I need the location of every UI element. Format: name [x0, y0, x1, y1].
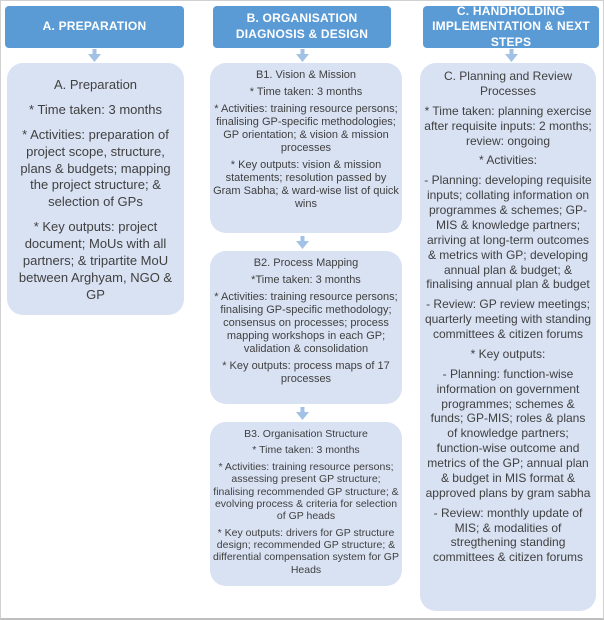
- box-paragraph: - Review: GP review meetings; quarterly meeting with standing committees & citizen forums: [424, 297, 592, 341]
- down-arrow-icon: [88, 49, 101, 62]
- box-paragraph: * Key outputs: vision & mission statements; resolution passed by Gram Sabha; & ward-wise list of quick wins: [213, 158, 399, 210]
- box-paragraph: *Time taken: 3 months: [251, 273, 361, 286]
- box-paragraph: * Time taken: 3 months: [252, 444, 360, 457]
- box-c-planning-review: [420, 63, 596, 611]
- box-paragraph: * Activities: training resource persons; finalising GP-specific methodologies; GP orientation; & vision & mission processes: [214, 102, 398, 154]
- box-paragraph: * Time taken: 3 months: [249, 85, 363, 98]
- box-paragraph: * Activities: preparation of project scope, structure, plans & budgets; mapping the project structure; & selection of GPs: [20, 126, 171, 210]
- box-title: C. Planning and Review Processes: [443, 69, 573, 98]
- box-paragraph: * Key outputs:: [470, 346, 546, 361]
- down-arrow-icon: [296, 407, 309, 420]
- box-b1-vision-mission: [210, 63, 402, 233]
- box-title: B2. Process Mapping: [253, 257, 359, 269]
- box-paragraph: * Activities: training resource persons; assessing present GP structure; finalising recommended GP structure; & evolving process & criteria for selection of GP heads: [213, 460, 399, 523]
- box-paragraph: - Planning: developing requisite inputs; collating information on programmes & schemes; GP-MIS & knowledge partners; arriving at long-term outcomes & metrics with GP; developing annual plan & budget; & finalising annual plan & budget: [424, 173, 592, 292]
- column-header-organisation-diagnosis: B. ORGANISATION DIAGNOSIS & DESIGN: [213, 6, 391, 48]
- column-header-handholding: C. HANDHOLDING IMPLEMENTATION & NEXT STEPS: [423, 6, 599, 48]
- box-paragraph: - Planning: function-wise information on government programmes; schemes & funds; GP-MIS; roles & plans of knowledge partners; function-wise outcome and metrics of the GP; annual plan & budget in MIS format & approved plans by gram sabha: [425, 366, 591, 500]
- box-paragraph: * Key outputs: drivers for GP structure design; recommended GP structure; & differential compensation system for GP Heads: [213, 526, 399, 576]
- box-paragraph: * Activities: training resource persons; finalising GP-specific methodology; consensus on processes; process mapping workshops in each GP; validation & consolidation: [214, 290, 398, 355]
- box-b2-process-mapping: [210, 251, 402, 404]
- down-arrow-icon: [296, 236, 309, 249]
- box-paragraph: * Key outputs: project document; MoUs with all partners; & tripartite MoU between Arghyam, NGO & GP: [18, 219, 173, 302]
- down-arrow-icon: [296, 49, 309, 62]
- box-paragraph: * Activities:: [478, 153, 538, 168]
- box-paragraph: * Key outputs: process maps of 17 processes: [222, 359, 390, 385]
- box-a-preparation: [7, 63, 184, 315]
- box-paragraph: - Review: monthly update of MIS; & modalities of stregthening standing committees & citizen forums: [432, 505, 584, 565]
- box-paragraph: * Time taken: planning exercise after requisite inputs: 2 months; review: ongoing: [424, 103, 592, 148]
- box-title: A. Preparation: [53, 77, 138, 92]
- column-header-preparation: A. PREPARATION: [5, 6, 184, 48]
- box-title: B3. Organisation Structure: [244, 428, 368, 440]
- box-title: B1. Vision & Mission: [255, 69, 357, 81]
- box-paragraph: * Time taken: 3 months: [29, 101, 162, 117]
- down-arrow-icon: [505, 49, 518, 62]
- box-b3-organisation-structure: [210, 422, 402, 586]
